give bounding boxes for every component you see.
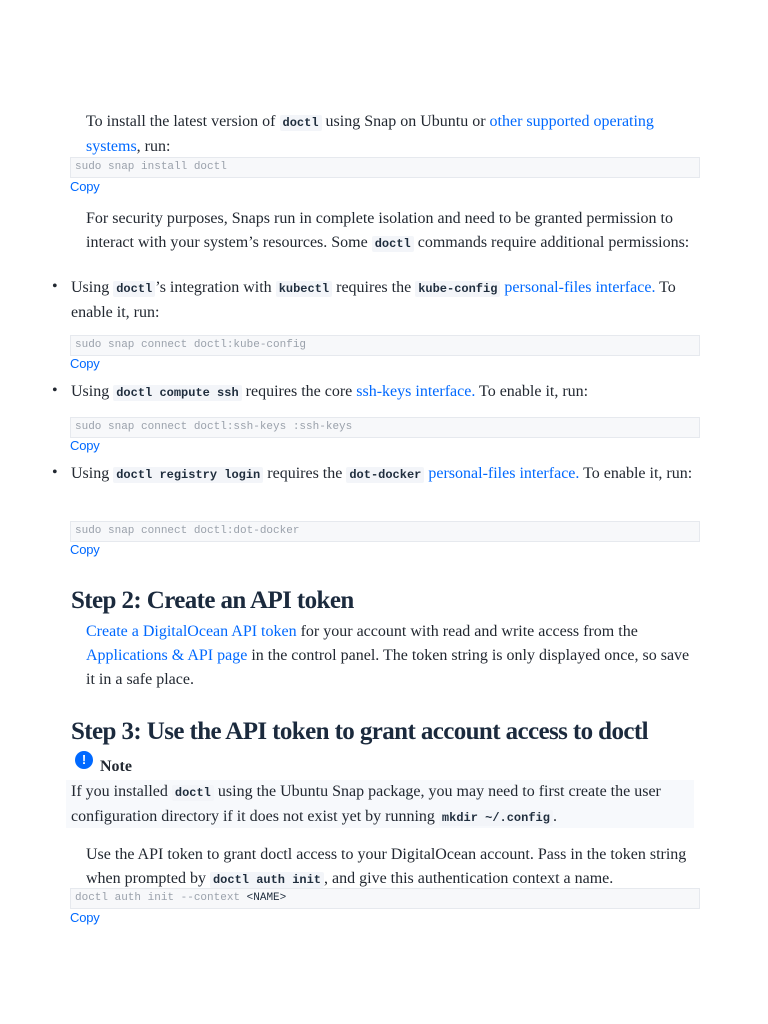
ssh-keys-interface-link[interactable]: ssh-keys interface. [356, 383, 476, 400]
inline-code-doctl: doctl [372, 236, 414, 252]
placeholder-arg: <NAME> [246, 892, 287, 904]
inline-code-kubectl: kubectl [276, 281, 332, 297]
bullet-marker: • [52, 278, 58, 295]
copy-button-kube-config[interactable]: Copy [70, 356, 100, 371]
code-block-dot-docker[interactable]: sudo snap connect doctl:dot-docker [70, 521, 700, 542]
inline-code-doctl-compute-ssh: doctl compute ssh [113, 385, 241, 401]
applications-api-page-link[interactable]: Applications & API page [86, 647, 248, 664]
inline-code-dot-docker: dot-docker [346, 467, 424, 483]
auth-paragraph: Use the API token to grant doctl access to your DigitalOcean account. Pass in the token string when prompted by doctl auth init , and give this authentication context a name. [86, 846, 687, 887]
note-paragraph: If you installed doctl using the Ubuntu Snap package, you may need to first create the user configuration directory if it does not exist yet by running mkdir ~/.config . [71, 783, 661, 825]
step-2-paragraph: Create a DigitalOcean API token for your account with read and write access from the Applications & API page in the control panel. The token string is only displayed once, so save it in a safe place. [86, 623, 690, 688]
bullet-ssh-keys: Using doctl compute ssh requires the core ssh-keys interface. To enable it, run: [71, 383, 589, 400]
code-block-kube-config[interactable]: sudo snap connect doctl:kube-config [70, 335, 700, 356]
copy-button-ssh-keys[interactable]: Copy [70, 438, 100, 453]
step-2-heading: Step 2: Create an API token [71, 587, 354, 614]
bullet-marker: • [52, 382, 58, 399]
inline-code-kube-config: kube-config [415, 281, 500, 297]
bullet-kube-config: Using doctl ’s integration with kubectl requires the kube-config personal-files interface. To enable it, run: [71, 279, 676, 321]
inline-code-doctl-auth-init: doctl auth init [210, 872, 324, 888]
info-icon: ! [75, 751, 93, 769]
inline-code-doctl-registry-login: doctl registry login [113, 467, 263, 483]
personal-files-interface-link[interactable]: personal-files interface. [428, 465, 580, 482]
security-paragraph: For security purposes, Snaps run in complete isolation and need to be granted permission to interact with your system’s resources. Some doctl commands require additional permissions: [86, 210, 690, 251]
code-block-install[interactable]: sudo snap install doctl [70, 157, 700, 178]
other-systems-link[interactable]: other supported operating systems [86, 113, 654, 155]
personal-files-interface-link[interactable]: personal-files interface. [504, 279, 656, 296]
bullet-marker: • [52, 464, 58, 481]
note-label: Note [100, 758, 132, 775]
inline-code-doctl: doctl [172, 785, 214, 801]
copy-button-install[interactable]: Copy [70, 179, 100, 194]
create-api-token-link[interactable]: Create a DigitalOcean API token [86, 623, 297, 640]
bullet-dot-docker: Using doctl registry login requires the dot-docker personal-files interface. To enable it, run: [71, 465, 693, 482]
inline-code-doctl: doctl [280, 115, 322, 131]
inline-code-mkdir: mkdir ~/.config [439, 810, 553, 826]
code-block-ssh-keys[interactable]: sudo snap connect doctl:ssh-keys :ssh-keys [70, 417, 700, 438]
copy-button-auth-init[interactable]: Copy [70, 910, 100, 925]
install-paragraph: To install the latest version of doctl using Snap on Ubuntu or other supported operating systems, run: [86, 113, 654, 155]
copy-button-dot-docker[interactable]: Copy [70, 542, 100, 557]
code-block-auth-init[interactable]: doctl auth init --context <NAME> [70, 888, 700, 909]
inline-code-doctl: doctl [113, 281, 155, 297]
step-3-heading: Step 3: Use the API token to grant account access to doctl [71, 718, 648, 745]
